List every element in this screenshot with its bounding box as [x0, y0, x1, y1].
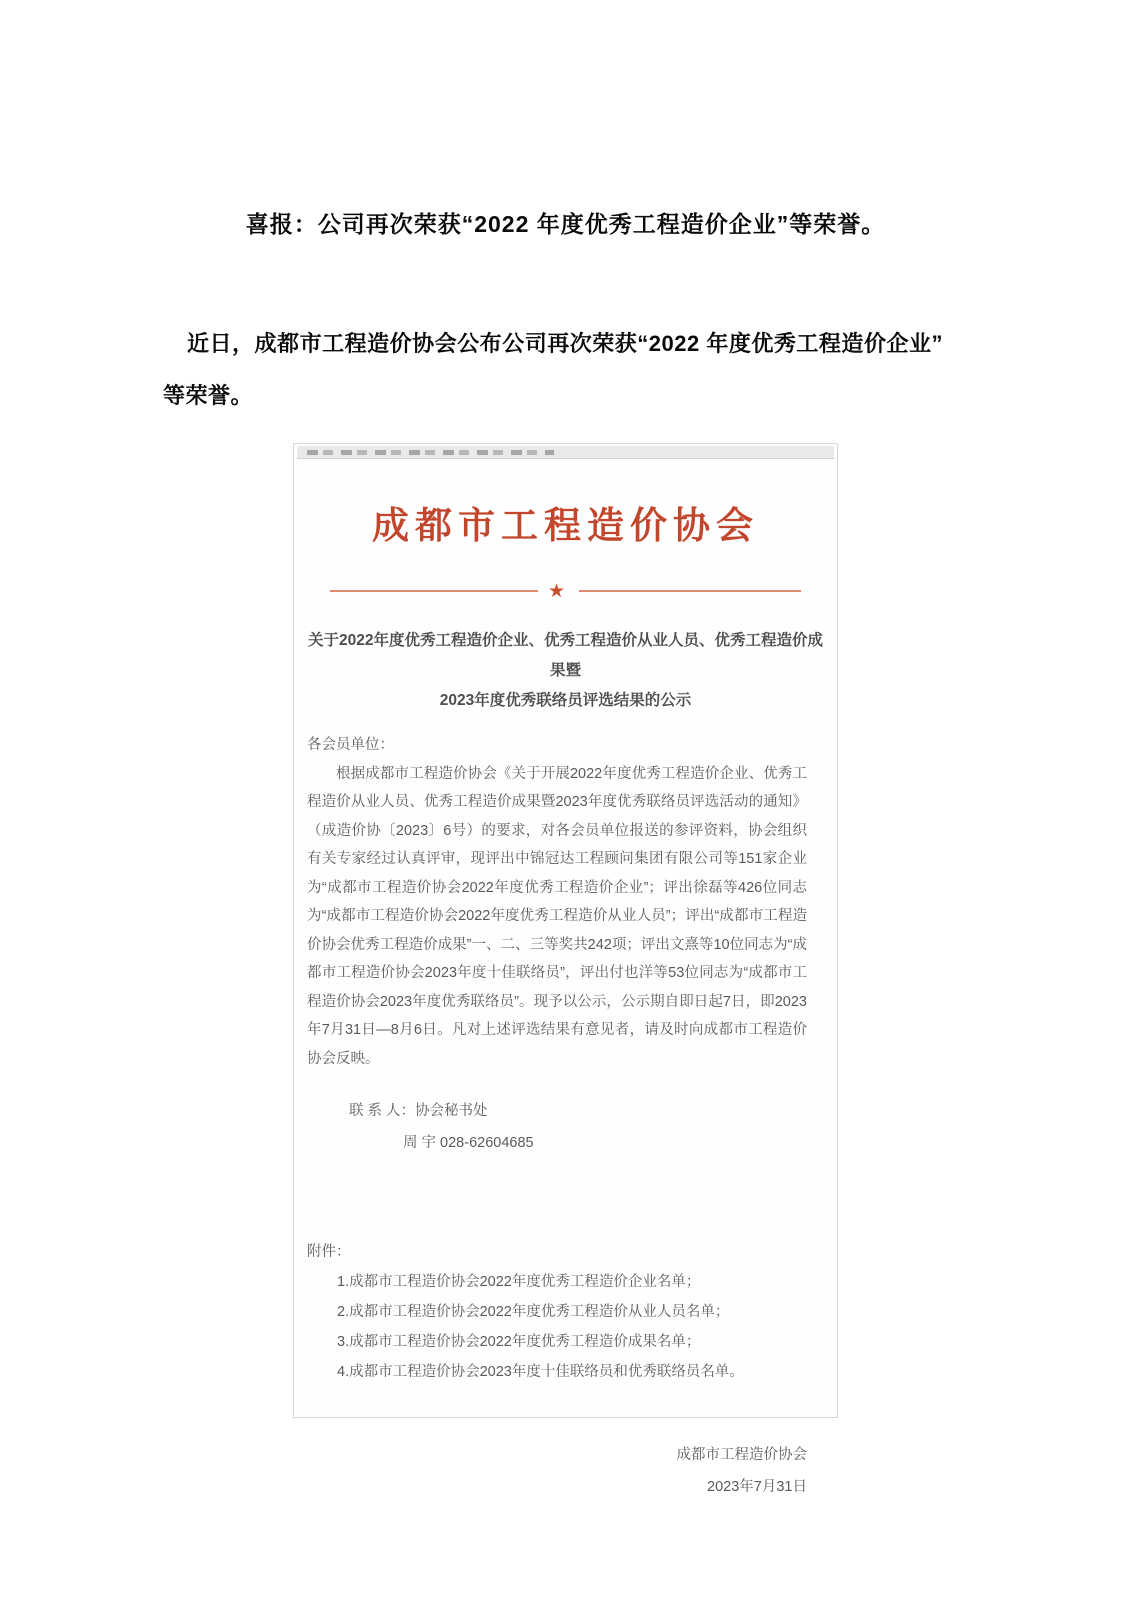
divider-dash — [579, 590, 593, 592]
signature-org: 成都市工程造价协会 — [676, 1447, 807, 1463]
notice-title-line1: 关于2022年度优秀工程造价企业、优秀工程造价从业人员、优秀工程造价成果暨 — [308, 632, 823, 679]
attachment-item: 3.成都市工程造价协会2022年度优秀工程造价成果名单； — [337, 1334, 701, 1350]
notice-main-paragraph: 根据成都市工程造价协会《关于开展2022年度优秀工程造价企业、优秀工程造价从业人员、优秀工程造价成果暨2023年度优秀联络员评选活动的通知》（成造价协〔2023〕6号）的要求，对各会员单位报送的参评资料，协会组织有关专家经过认真评审，现评出中锦冠达工程顾问集团有限公司等151家企业为“成都市工程造价协会2022年度优秀工程造价企业”；评出徐磊等426位同志为“成都市工程造价协会2022年度优秀工程造价从业人员”；评出“成都市工程造价协会优秀工程造价成果”一、二、三等奖共242项；评出文熹等10位同志为“成都市工程造价协会2023年度十佳联络员”，评出付也洋等53位同志为“成都市工程造价协会2023年度优秀联络员”。现予以公示，公示期自即日起7日，即2023年7月31日—8月6日。凡对上述评选结果有意见者，请及时向成都市工程造价协会反映。 — [307, 765, 807, 1067]
image-top-strip — [297, 446, 834, 459]
attachment-item: 4.成都市工程造价协会2023年度十佳联络员和优秀联络员名单。 — [337, 1364, 744, 1380]
notice-title — [308, 626, 823, 716]
notice-title-line2: 2023年度优秀联络员评选结果的公示 — [439, 692, 692, 709]
notice-body — [307, 731, 807, 1503]
divider-line-right — [593, 590, 801, 592]
star-icon: ★ — [547, 580, 566, 602]
contact-block — [307, 1095, 807, 1159]
blurred-text-placeholder — [307, 450, 554, 455]
attachment-item: 1.成都市工程造价协会2022年度优秀工程造价企业名单； — [337, 1274, 701, 1290]
signature-date: 2023年7月31日 — [707, 1479, 807, 1495]
divider-line-left — [330, 590, 538, 592]
page-title: 喜报：公司再次荣获“2022 年度优秀工程造价企业”等荣誉。 — [245, 211, 886, 237]
contact-person: 联 系 人：协会秘书处 — [349, 1103, 488, 1119]
attachments-label: 附件： — [307, 1244, 351, 1260]
association-header: 成都市工程造价协会 — [372, 506, 759, 547]
contact-phone: 周 宇 028-62604685 — [403, 1135, 534, 1151]
attachments-list — [307, 1267, 807, 1387]
notice-image — [293, 443, 838, 1495]
attachments-block — [307, 1237, 807, 1387]
salutation: 各会员单位： — [307, 737, 394, 753]
signature-block — [307, 1439, 807, 1503]
star-divider — [330, 581, 801, 601]
intro-paragraph: 近日，成都市工程造价协会公布公司再次荣获“2022 年度优秀工程造价企业”等荣誉。 — [163, 331, 943, 408]
attachment-item: 2.成都市工程造价协会2022年度优秀工程造价从业人员名单； — [337, 1304, 730, 1320]
